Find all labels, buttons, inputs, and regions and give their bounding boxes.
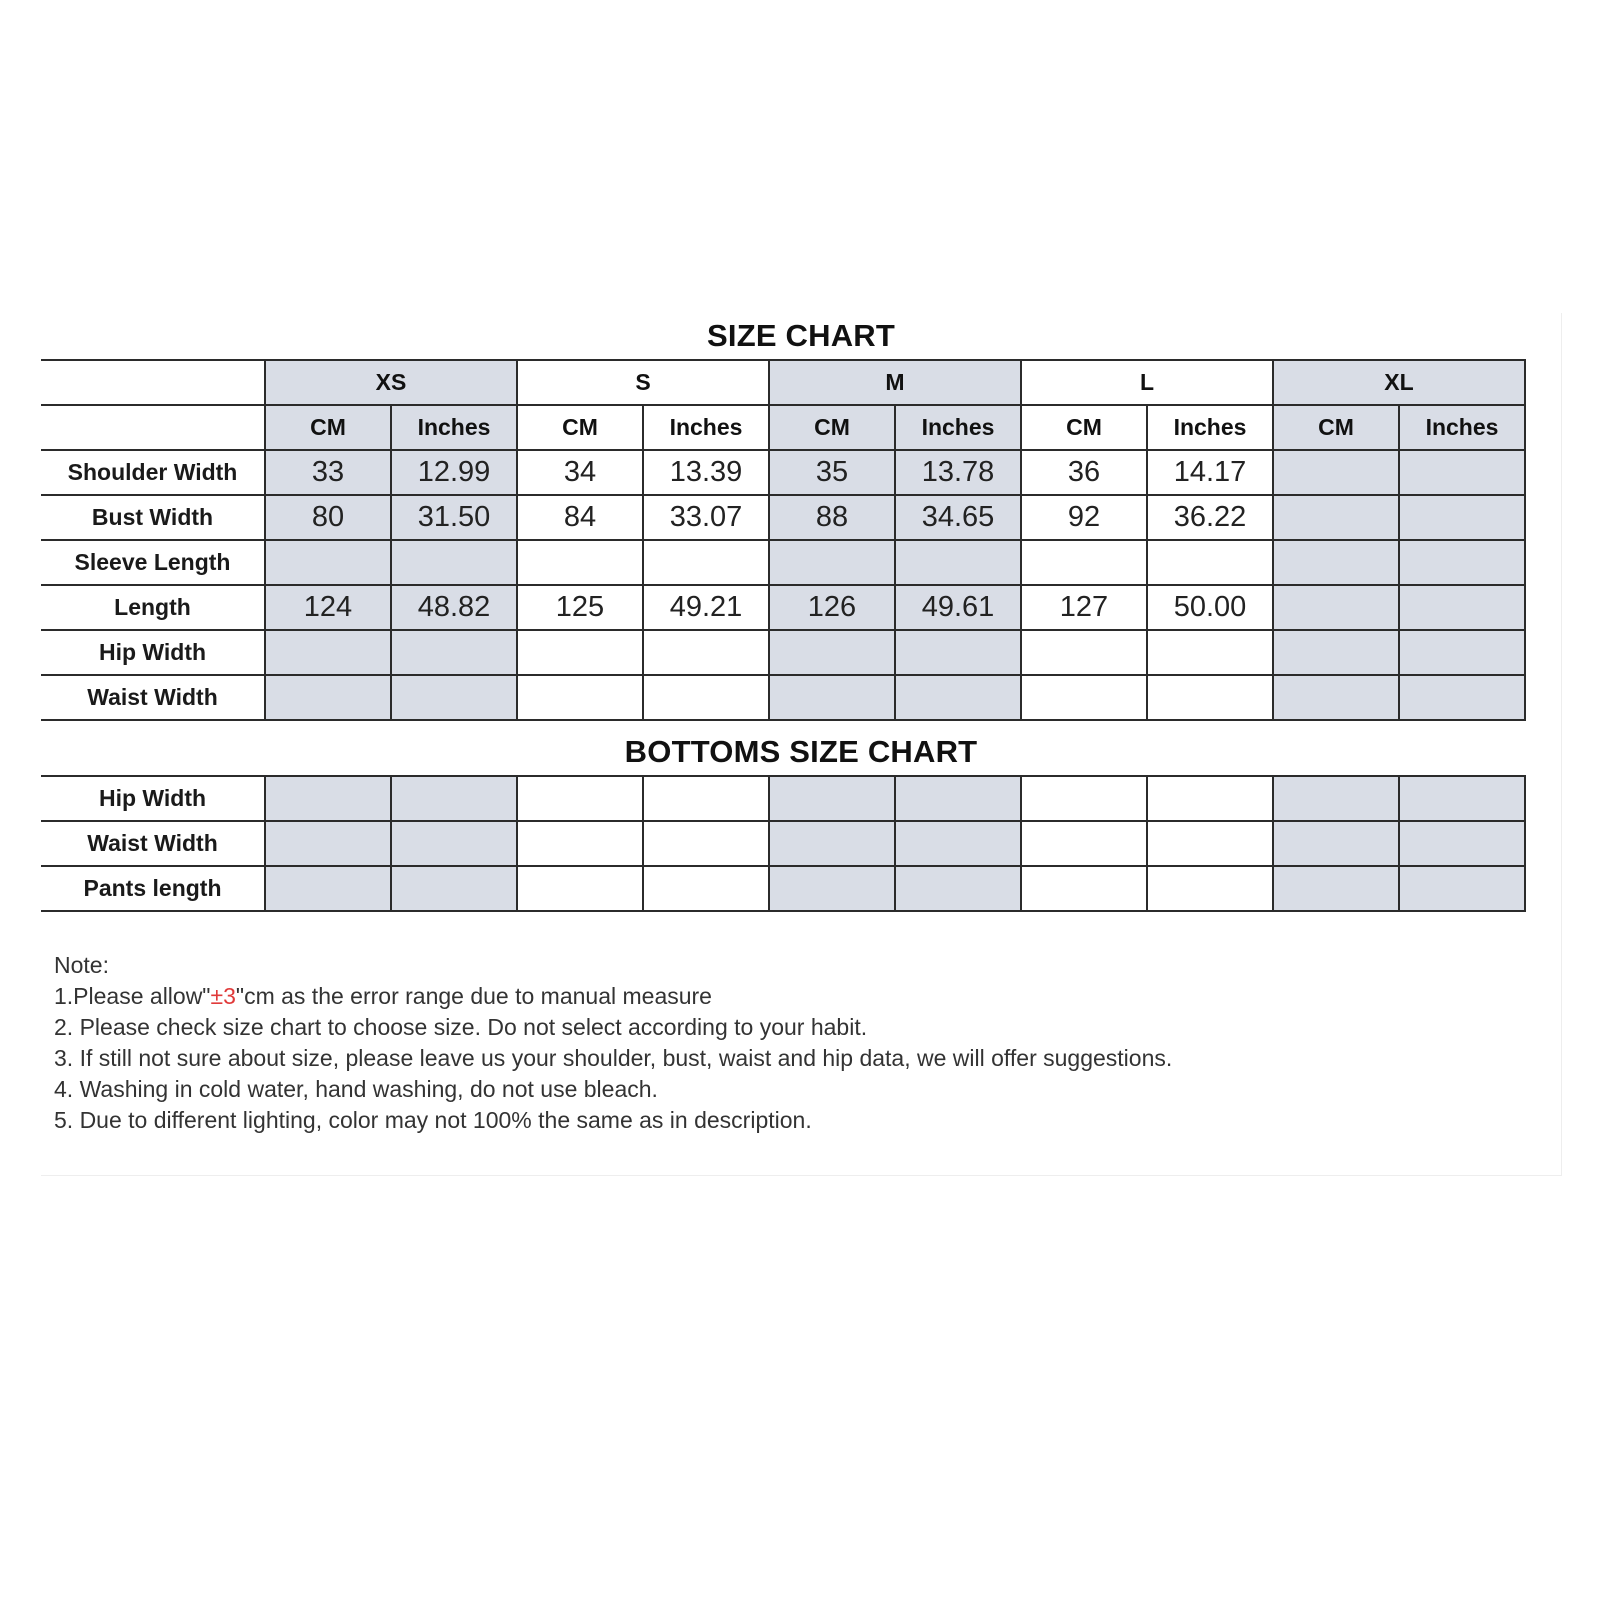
value-cell: [265, 866, 391, 911]
value-cell: 14.17: [1147, 450, 1273, 495]
unit-header: CM: [769, 405, 895, 450]
value-cell: [895, 675, 1021, 720]
value-cell: 92: [1021, 495, 1147, 540]
unit-header: CM: [517, 405, 643, 450]
size-header-l: L: [1021, 360, 1273, 405]
value-cell: [1399, 540, 1525, 585]
value-cell: 12.99: [391, 450, 517, 495]
corner-cell: [41, 360, 265, 405]
row-label: Sleeve Length: [41, 540, 265, 585]
value-cell: [1021, 630, 1147, 675]
row-label: Hip Width: [41, 630, 265, 675]
note-1-highlight: ±3: [210, 983, 236, 1009]
value-cell: 49.61: [895, 585, 1021, 630]
value-cell: [1273, 675, 1399, 720]
row-label: Waist Width: [41, 821, 265, 866]
note-1: [54, 981, 1534, 1012]
value-cell: 125: [517, 585, 643, 630]
value-cell: [769, 821, 895, 866]
table-row: [41, 450, 1525, 495]
value-cell: [1399, 821, 1525, 866]
row-label: Waist Width: [41, 675, 265, 720]
value-cell: [769, 866, 895, 911]
value-cell: 88: [769, 495, 895, 540]
size-chart-sheet: [41, 313, 1562, 1176]
value-cell: 36: [1021, 450, 1147, 495]
value-cell: [391, 675, 517, 720]
value-cell: [643, 540, 769, 585]
table-row: [41, 630, 1525, 675]
value-cell: [895, 821, 1021, 866]
value-cell: [1147, 630, 1273, 675]
table-row: [41, 776, 1525, 821]
table-row: [41, 540, 1525, 585]
value-cell: [1399, 585, 1525, 630]
value-cell: [643, 630, 769, 675]
value-cell: 13.78: [895, 450, 1021, 495]
value-cell: 33: [265, 450, 391, 495]
size-header-s: S: [517, 360, 769, 405]
value-cell: 49.21: [643, 585, 769, 630]
table-row: [41, 866, 1525, 911]
value-cell: [1399, 776, 1525, 821]
value-cell: [1021, 866, 1147, 911]
value-cell: [1147, 821, 1273, 866]
value-cell: [391, 821, 517, 866]
value-cell: [643, 866, 769, 911]
value-cell: [643, 776, 769, 821]
value-cell: 48.82: [391, 585, 517, 630]
note-5: 5. Due to different lighting, color may not 100% the same as in description.: [54, 1107, 812, 1133]
table-row: [41, 585, 1525, 630]
value-cell: 127: [1021, 585, 1147, 630]
value-cell: [517, 866, 643, 911]
value-cell: [1273, 866, 1399, 911]
unit-header: Inches: [1399, 405, 1525, 450]
note-2: 2. Please check size chart to choose size. Do not select according to your habit.: [54, 1014, 868, 1040]
value-cell: [265, 821, 391, 866]
value-cell: [1021, 675, 1147, 720]
value-cell: [1273, 585, 1399, 630]
value-cell: [265, 675, 391, 720]
value-cell: 36.22: [1147, 495, 1273, 540]
unit-header: Inches: [895, 405, 1021, 450]
note-3: 3. If still not sure about size, please leave us your shoulder, bust, waist and hip data, we will offer suggestions.: [54, 1045, 1173, 1071]
size-header-xl: XL: [1273, 360, 1525, 405]
value-cell: [1273, 776, 1399, 821]
bottoms-size-chart-title: BOTTOMS SIZE CHART: [624, 734, 978, 769]
value-cell: [1021, 540, 1147, 585]
size-chart-title: SIZE CHART: [707, 318, 895, 353]
table-row: [41, 821, 1525, 866]
value-cell: [643, 821, 769, 866]
unit-header: CM: [1021, 405, 1147, 450]
row-label: Length: [41, 585, 265, 630]
bottoms-table: [41, 775, 1526, 912]
note-4: 4. Washing in cold water, hand washing, do not use bleach.: [54, 1076, 658, 1102]
size-header-xs: XS: [265, 360, 517, 405]
notes-heading: Note:: [54, 952, 109, 978]
size-header-row: [41, 360, 1525, 405]
value-cell: 50.00: [1147, 585, 1273, 630]
size-header-m: M: [769, 360, 1021, 405]
value-cell: [1273, 821, 1399, 866]
value-cell: [1399, 450, 1525, 495]
value-cell: [517, 540, 643, 585]
value-cell: [1147, 540, 1273, 585]
value-cell: [265, 630, 391, 675]
value-cell: [895, 776, 1021, 821]
unit-header: CM: [265, 405, 391, 450]
value-cell: [643, 675, 769, 720]
value-cell: [1147, 776, 1273, 821]
value-cell: [1021, 821, 1147, 866]
value-cell: 33.07: [643, 495, 769, 540]
size-table: [41, 359, 1526, 721]
value-cell: [391, 630, 517, 675]
value-cell: [265, 540, 391, 585]
value-cell: [1147, 866, 1273, 911]
value-cell: 34: [517, 450, 643, 495]
value-cell: [769, 675, 895, 720]
value-cell: 34.65: [895, 495, 1021, 540]
value-cell: [895, 630, 1021, 675]
value-cell: [517, 776, 643, 821]
value-cell: [265, 776, 391, 821]
value-cell: [1273, 630, 1399, 675]
value-cell: [769, 540, 895, 585]
value-cell: 124: [265, 585, 391, 630]
row-label: Shoulder Width: [41, 450, 265, 495]
value-cell: [1399, 495, 1525, 540]
value-cell: 84: [517, 495, 643, 540]
value-cell: [1273, 540, 1399, 585]
unit-header-row: [41, 405, 1525, 450]
unit-header: Inches: [643, 405, 769, 450]
unit-header: Inches: [391, 405, 517, 450]
value-cell: 31.50: [391, 495, 517, 540]
value-cell: [391, 866, 517, 911]
value-cell: [517, 821, 643, 866]
value-cell: [1399, 866, 1525, 911]
value-cell: [517, 630, 643, 675]
value-cell: [769, 630, 895, 675]
value-cell: 35: [769, 450, 895, 495]
unit-header: CM: [1273, 405, 1399, 450]
note-1-suffix: "cm as the error range due to manual measure: [235, 983, 712, 1009]
value-cell: [1147, 675, 1273, 720]
row-label: Bust Width: [41, 495, 265, 540]
table-row: [41, 675, 1525, 720]
value-cell: [517, 675, 643, 720]
row-label: Hip Width: [41, 776, 265, 821]
notes-section: [54, 950, 1534, 1136]
value-cell: [391, 776, 517, 821]
value-cell: [895, 540, 1021, 585]
value-cell: [1273, 495, 1399, 540]
value-cell: 13.39: [643, 450, 769, 495]
value-cell: [1021, 776, 1147, 821]
corner-cell-2: [41, 405, 265, 450]
value-cell: [391, 540, 517, 585]
value-cell: [1273, 450, 1399, 495]
value-cell: [769, 776, 895, 821]
unit-header: Inches: [1147, 405, 1273, 450]
note-1-prefix: 1.Please allow": [54, 983, 211, 1009]
table-row: [41, 495, 1525, 540]
row-label: Pants length: [41, 866, 265, 911]
value-cell: [1399, 630, 1525, 675]
value-cell: [895, 866, 1021, 911]
value-cell: [1399, 675, 1525, 720]
value-cell: 80: [265, 495, 391, 540]
value-cell: 126: [769, 585, 895, 630]
